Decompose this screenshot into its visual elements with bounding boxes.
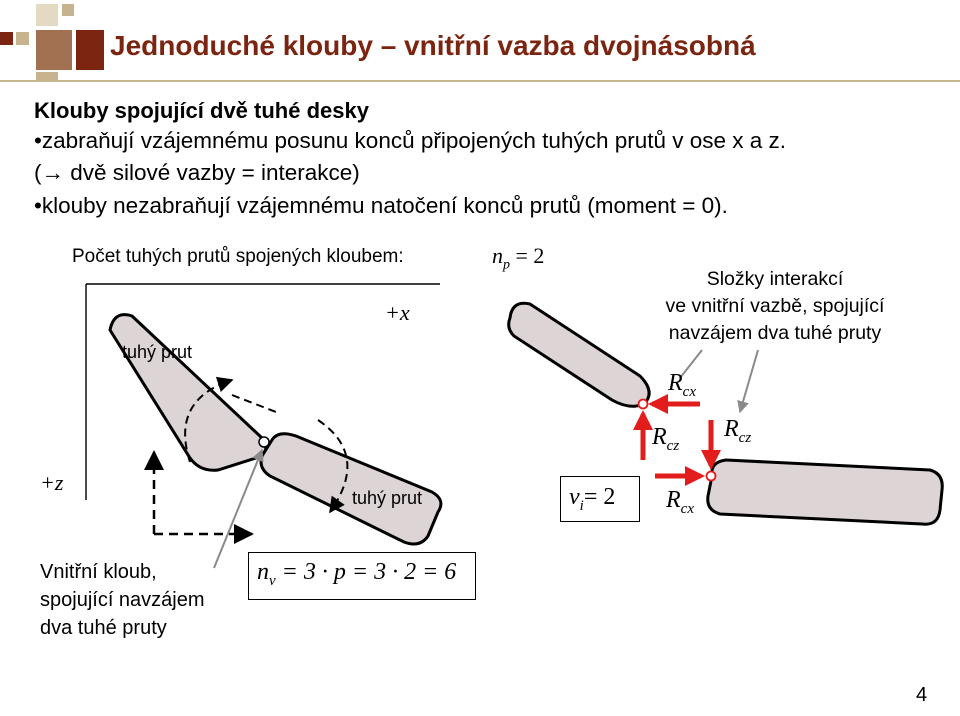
bullet-1-note: (→ dvě silové vazby = interakce) (34, 160, 360, 185)
vi-rest: = 2 (583, 484, 616, 510)
rigid-rod-2-separated (708, 460, 943, 524)
hinge-caption-line: Vnitřní kloub, (40, 561, 157, 583)
nv-rest: = 3 · p = 3 · 2 = 6 (281, 559, 457, 585)
hinge-node-1 (639, 400, 648, 409)
axis-z-label: +z (40, 470, 64, 495)
internal-hinge (259, 437, 269, 447)
r-subscript: cz (666, 437, 680, 454)
label-rcz-1 (652, 424, 679, 455)
slide-title: Jednoduché klouby – vnitřní vazba dvojnásobná (110, 30, 756, 61)
hinge-caption-line: dva tuhé pruty (40, 617, 167, 639)
r-symbol: R (724, 416, 739, 442)
nv-subscript: v (269, 572, 276, 589)
components-caption-line: Složky interakcí (706, 268, 844, 290)
nv-formula-box (248, 552, 476, 600)
r-subscript: cx (680, 500, 694, 517)
label-rcx-2 (666, 487, 694, 518)
rod-count-label: Počet tuhých prutů spojených kloubem: (72, 246, 404, 267)
components-caption-line: navzájem dva tuhé pruty (668, 322, 882, 344)
vi-symbol: v (569, 484, 580, 510)
rotation-arc-link (232, 395, 276, 412)
rod-label-1: tuhý prut (122, 342, 193, 362)
components-caption (640, 266, 910, 347)
r-symbol: R (666, 487, 681, 513)
rod-label-2: tuhý prut (352, 488, 423, 508)
section-heading: Klouby spojující dvě tuhé desky (34, 98, 369, 123)
page-number: 4 (916, 684, 928, 706)
components-pointer-1 (740, 350, 758, 412)
r-symbol: R (668, 370, 683, 396)
r-symbol: R (652, 424, 667, 450)
np-symbol: n (492, 243, 503, 268)
np-subscript: p (503, 257, 510, 273)
r-subscript: cx (682, 383, 696, 400)
rigid-rod-1-separated (509, 303, 649, 406)
hinge-caption (40, 558, 205, 642)
vi-formula-box (560, 476, 640, 522)
hinge-caption-line: spojující navzájem (40, 589, 205, 611)
r-subscript: cz (738, 429, 752, 446)
vi-subscript: i (579, 497, 584, 514)
nv-symbol: n (257, 559, 269, 585)
label-rcz-2 (724, 416, 751, 447)
axis-x-label: +x (385, 300, 410, 325)
label-rcx-1 (668, 370, 696, 401)
hinge-node-2 (707, 472, 716, 481)
components-caption-line: ve vnitřní vazbě, spojující (665, 295, 885, 317)
rigid-rod-1 (110, 315, 266, 471)
bullet-2: •klouby nezabraňují vzájemnému natočení konců prutů (moment = 0). (34, 193, 728, 218)
np-value: = 2 (515, 243, 545, 268)
bullet-1: •zabraňují vzájemnému posunu konců připojených tuhých prutů v ose x a z. (34, 128, 787, 153)
